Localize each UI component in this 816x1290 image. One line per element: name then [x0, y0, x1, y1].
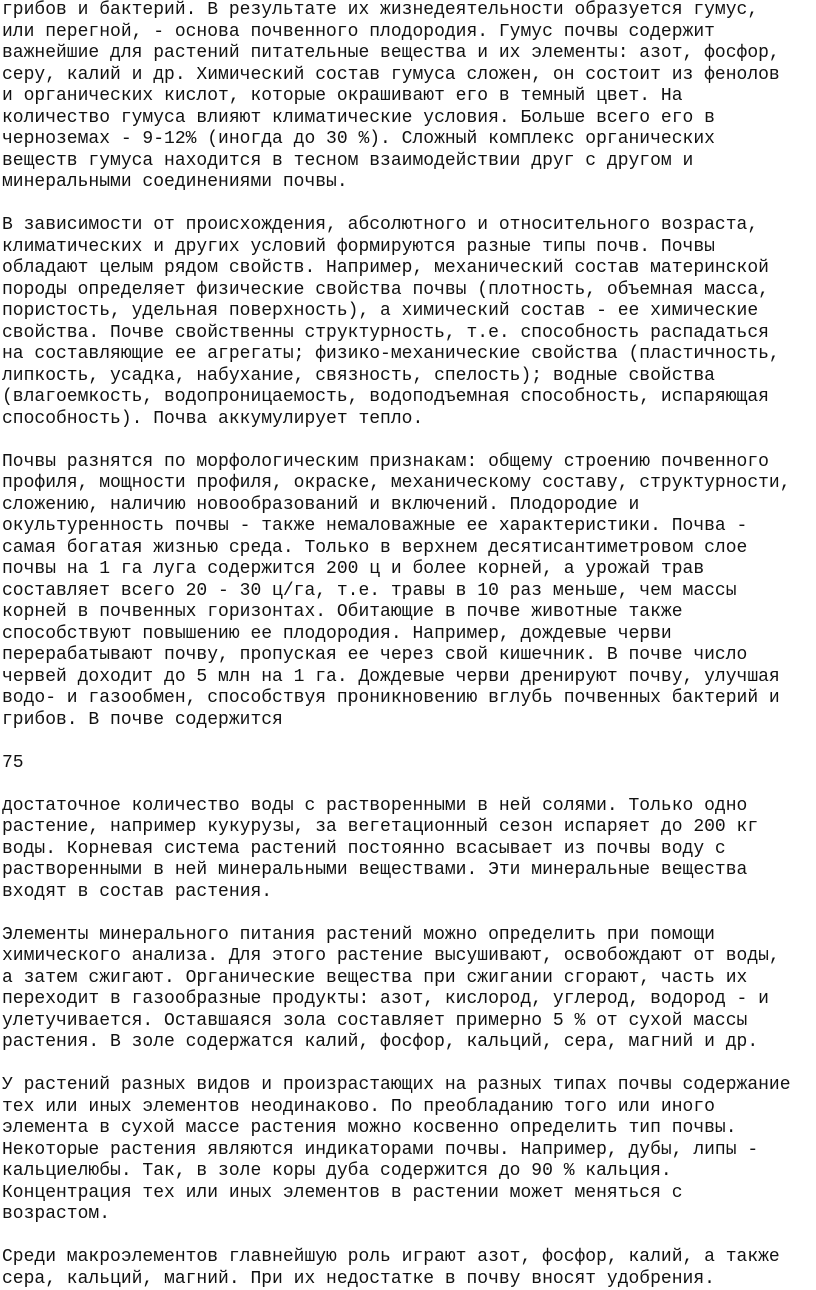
text-line: веществ гумуса находится в тесном взаимодействии друг с другом и — [2, 151, 814, 173]
text-line: достаточное количество воды с растворенными в ней солями. Только одно — [2, 796, 814, 818]
text-line: способность). Почва аккумулирует тепло. — [2, 409, 814, 431]
text-line: липкость, усадка, набухание, связность, спелость); водные свойства — [2, 366, 814, 388]
text-line: входят в состав растения. — [2, 882, 814, 904]
text-line: или перегной, - основа почвенного плодородия. Гумус почвы содержит — [2, 22, 814, 44]
text-line: грибов. В почве содержится — [2, 710, 814, 732]
text-line: почвы на 1 га луга содержится 200 ц и более корней, а урожай трав — [2, 559, 814, 581]
paragraph-gap — [2, 194, 814, 216]
paragraph-humus — [2, 0, 814, 194]
page-number: 75 — [2, 753, 814, 775]
text-line: Элементы минерального питания растений можно определить при помощи — [2, 925, 814, 947]
paragraph-gap — [2, 731, 814, 753]
text-line: червей доходит до 5 млн на 1 га. Дождевые черви дренируют почву, улучшая — [2, 667, 814, 689]
text-line: черноземах - 9-12% (иногда до 30 %). Сложный комплекс органических — [2, 129, 814, 151]
text-line: В зависимости от происхождения, абсолютного и относительного возраста, — [2, 215, 814, 237]
text-line: Некоторые растения являются индикаторами почвы. Например, дубы, липы - — [2, 1140, 814, 1162]
text-line: серу, калий и др. Химический состав гумуса сложен, он состоит из фенолов — [2, 65, 814, 87]
text-line: свойства. Почве свойственны структурность, т.е. способность распадаться — [2, 323, 814, 345]
text-line: способствуют повышению ее плодородия. Например, дождевые черви — [2, 624, 814, 646]
paragraph-gap — [2, 774, 814, 796]
text-line: перерабатывают почву, пропуская ее через свой кишечник. В почве число — [2, 645, 814, 667]
text-line: Среди макроэлементов главнейшую роль играют азот, фосфор, калий, а также — [2, 1247, 814, 1269]
text-line: У растений разных видов и произрастающих на разных типах почвы содержание — [2, 1075, 814, 1097]
text-line: элемента в сухой массе растения можно косвенно определить тип почвы. — [2, 1118, 814, 1140]
paragraph-gap — [2, 903, 814, 925]
document-page — [2, 0, 814, 1290]
text-line: составляет всего 20 - 30 ц/га, т.е. травы в 10 раз меньше, чем массы — [2, 581, 814, 603]
text-line: количество гумуса влияют климатические условия. Больше всего его в — [2, 108, 814, 130]
text-line: обладают целым рядом свойств. Например, механический состав материнской — [2, 258, 814, 280]
text-line: водо- и газообмен, способствуя проникновению вглубь почвенных бактерий и — [2, 688, 814, 710]
text-line: грибов и бактерий. В результате их жизнедеятельности образуется гумус, — [2, 0, 814, 22]
text-line: самая богатая жизнью среда. Только в верхнем десятисантиметровом слое — [2, 538, 814, 560]
text-line: химического анализа. Для этого растение высушивают, освобождают от воды, — [2, 946, 814, 968]
text-line: и органических кислот, которые окрашивают его в темный цвет. На — [2, 86, 814, 108]
text-line: растения. В золе содержатся калий, фосфор, кальций, сера, магний и др. — [2, 1032, 814, 1054]
text-line: климатических и других условий формируются разные типы почв. Почвы — [2, 237, 814, 259]
text-line: сера, кальций, магний. При их недостатке в почву вносят удобрения. — [2, 1269, 814, 1290]
paragraph-morphology — [2, 452, 814, 732]
text-line: пористость, удельная поверхность), а химический состав - ее химические — [2, 301, 814, 323]
paragraph-gap — [2, 1054, 814, 1076]
text-line: тех или иных элементов неодинаково. По преобладанию того или иного — [2, 1097, 814, 1119]
paragraph-soil-types — [2, 215, 814, 430]
text-line: на составляющие ее агрегаты; физико-механические свойства (пластичность, — [2, 344, 814, 366]
text-line: а затем сжигают. Органические вещества при сжигании сгорают, часть их — [2, 968, 814, 990]
text-line: кальциелюбы. Так, в золе коры дуба содержится до 90 % кальция. — [2, 1161, 814, 1183]
text-line: корней в почвенных горизонтах. Обитающие в почве животные также — [2, 602, 814, 624]
paragraph-gap — [2, 430, 814, 452]
text-line: переходит в газообразные продукты: азот, кислород, углерод, водород - и — [2, 989, 814, 1011]
text-line: важнейшие для растений питательные вещества и их элементы: азот, фосфор, — [2, 43, 814, 65]
text-line: окультуренность почвы - также немаловажные ее характеристики. Почва - — [2, 516, 814, 538]
text-line: возрастом. — [2, 1204, 814, 1226]
paragraph-gap — [2, 1226, 814, 1248]
text-line: породы определяет физические свойства почвы (плотность, объемная масса, — [2, 280, 814, 302]
paragraph-water — [2, 796, 814, 904]
text-line: сложению, наличию новообразований и включений. Плодородие и — [2, 495, 814, 517]
text-line: Концентрация тех или иных элементов в растении может меняться с — [2, 1183, 814, 1205]
text-line: (влагоемкость, водопроницаемость, водоподъемная способность, испаряющая — [2, 387, 814, 409]
text-line: минеральными соединениями почвы. — [2, 172, 814, 194]
text-line: профиля, мощности профиля, окраске, механическому составу, структурности, — [2, 473, 814, 495]
paragraph-mineral-analysis — [2, 925, 814, 1054]
text-line: растение, например кукурузы, за вегетационный сезон испаряет до 200 кг — [2, 817, 814, 839]
text-line: растворенными в ней минеральными веществами. Эти минеральные вещества — [2, 860, 814, 882]
text-line: улетучивается. Оставшаяся зола составляет примерно 5 % от сухой массы — [2, 1011, 814, 1033]
text-line: Почвы разнятся по морфологическим признакам: общему строению почвенного — [2, 452, 814, 474]
text-line: воды. Корневая система растений постоянно всасывает из почвы воду с — [2, 839, 814, 861]
paragraph-indicators — [2, 1075, 814, 1226]
